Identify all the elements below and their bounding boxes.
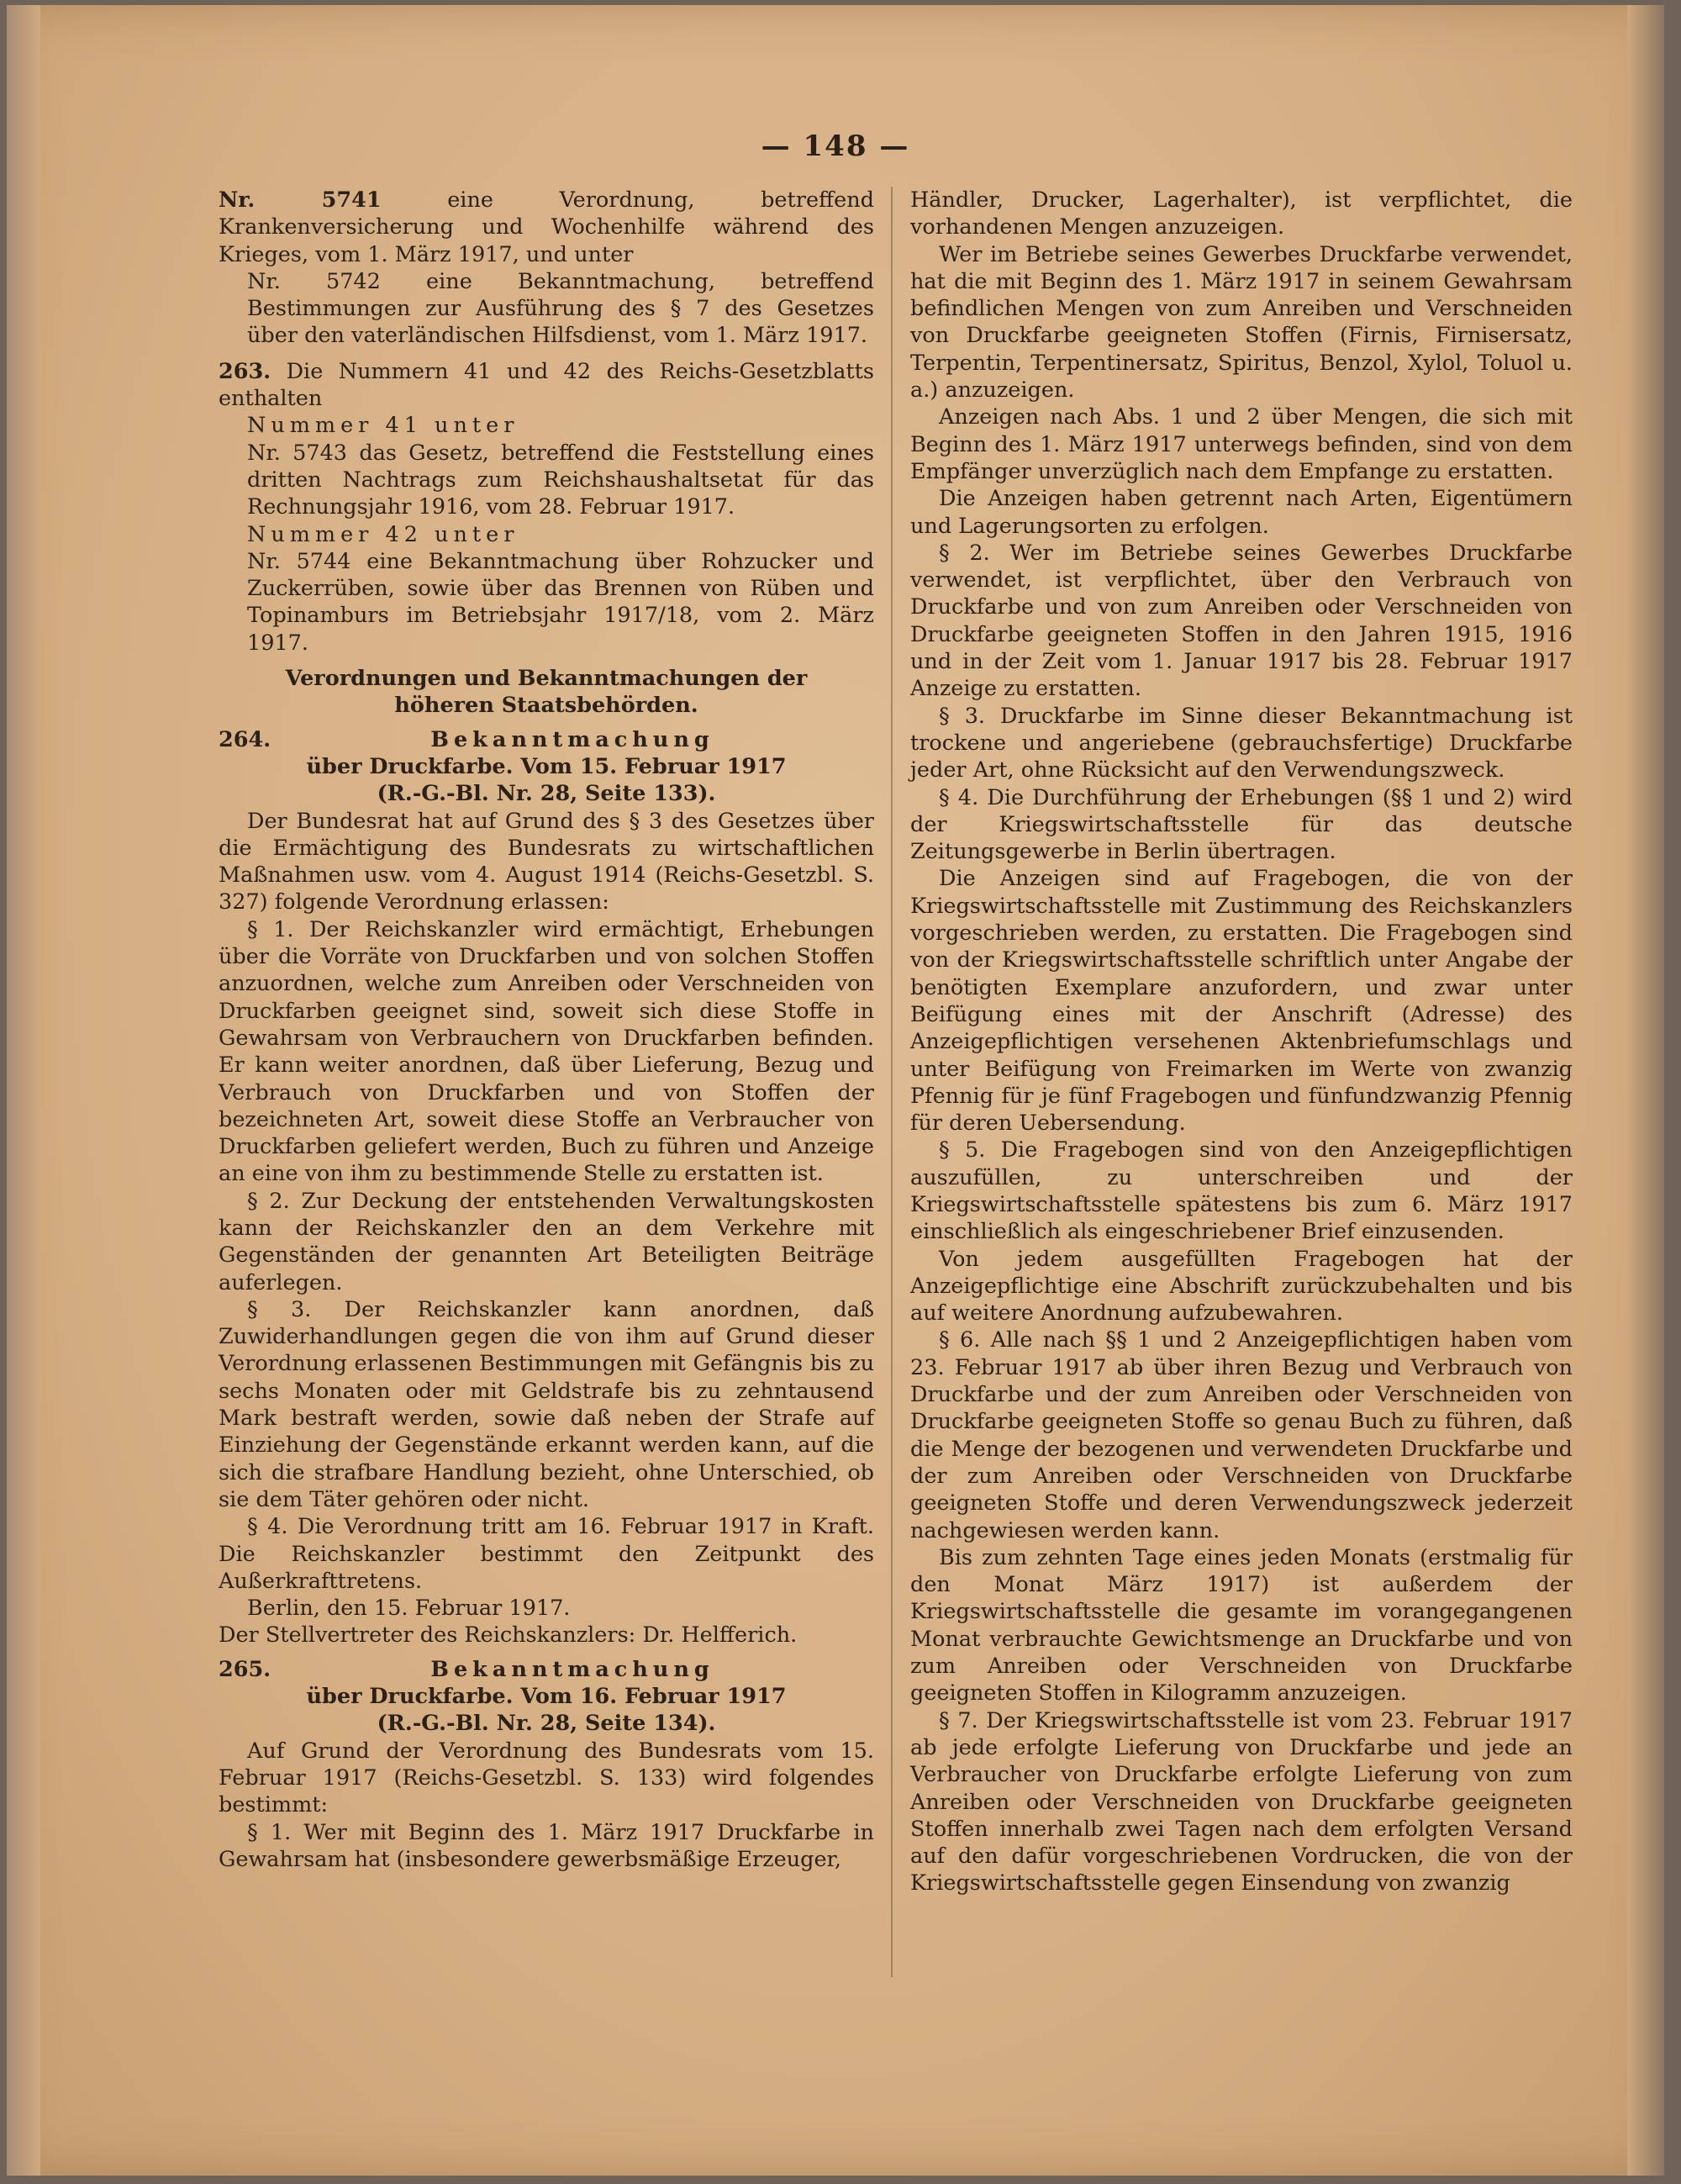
page-number: — 148 — [761, 129, 910, 163]
body-paragraph: § 6. Alle nach §§ 1 und 2 Anzeigepflichtigen haben vom 23. Februar 1917 ab über ihren Bezug und Verbrauch von Druckfarbe und der zum Anreiben oder Verschneiden von Druckfarbe geeigneten Stoffe so genau Buch zu führen, daß die Menge der bezogenen und verwendeten Druckfarbe und der zum Anreiben oder Verschneiden von Druckfarbe geeigneten Stoffe und deren Verwendungszweck jederzeit nachgewiesen werden kann. [910, 1327, 1573, 1543]
body-paragraph: § 3. Der Reichskanzler kann anordnen, daß Zuwiderhandlungen gegen die von ihm auf Grund dieser Verordnung erlassenen Bestimmungen mit Gefängnis bis zu sechs Monaten oder mit Geldstrafe bis zu zehntausend Mark bestraft werden, sowie daß neben der Strafe auf Einziehung der Gegenstände erkannt werden kann, auf die sich die strafbare Handlung bezieht, ohne Unterschied, ob sie dem Täter gehören oder nicht. [219, 1296, 874, 1512]
body-paragraph: Berlin, den 15. Februar 1917. [247, 1596, 571, 1622]
subheading: über Druckfarbe. Vom 15. Februar 1917 [306, 753, 787, 779]
body-paragraph: § 7. Der Kriegswirtschaftsstelle ist vom 23. Februar 1917 ab jede erfolgte Lieferung von Druckfarbe und jede an Verbraucher von Druckfarbe erfolgte Lieferung von zum Anreiben oder Verschneiden von Druckfarbe geeigneten Stoffen innerhalb zwei Tagen nach dem erfolgten Versand auf den dafür vorgeschriebenen Vordrucken, die von der Kriegswirtschaftsstelle gegen Einsendung von zwanzig [910, 1707, 1573, 1896]
body-paragraph: Der Bundesrat hat auf Grund des § 3 des Gesetzes über die Ermächtigung des Bundesrats zu wirtschaftlichen Maßnahmen usw. vom 4. August 1914 (Reichs-Gesetzbl. S. 327) folgende Verordnung erlassen: [219, 808, 874, 915]
body-paragraph: § 5. Die Fragebogen sind von den Anzeigepflichtigen auszufüllen, zu unterschreiben und der Kriegswirtschaftsstelle spätestens bis zum 6. März 1917 einschließlich als eingeschriebener Brief einzusenden. [910, 1137, 1573, 1245]
list-entry: Nr. 5743 das Gesetz, betreffend die Feststellung eines dritten Nachtrags zum Reichshaushaltsetat für das Rechnungsjahr 1916, vom 28. Februar 1917. [247, 440, 874, 520]
body-paragraph: § 4. Die Durchführung der Erhebungen (§§ 1 und 2) wird der Kriegswirtschaftsstelle für das deutsche Zeitungsgewerbe in Berlin übertragen. [910, 784, 1573, 865]
body-paragraph: § 1. Der Reichskanzler wird ermächtigt, Erhebungen über die Vorräte von Druckfarben und von solchen Stoffen anzuordnen, welche zum Anreiben oder Verschneiden von Druckfarben geeignet sind, soweit sich diese Stoffe in Gewahrsam von Verbrauchern von Druckfarben befinden. Er kann weiter anordnen, daß über Lieferung, Bezug und Verbrauch von Druckfarben und von Stoffen der bezeichneten Art, soweit diese Stoffe an Verbraucher von Druckfarben geliefert werden, Buch zu führen und Anzeige an eine von ihm zu bestimmende Stelle zu erstatten ist. [219, 916, 874, 1187]
numbered-paragraph [219, 358, 874, 413]
left-column [219, 187, 874, 1873]
body-paragraph: Anzeigen nach Abs. 1 und 2 über Mengen, die sich mit Beginn des 1. März 1917 unterwegs befinden, sind von dem Empfänger unverzüglich nach dem Empfange zu erstatten. [910, 404, 1573, 484]
section-banner: Verordnungen und Bekanntmachungen der höheren Staatsbehörden. [285, 666, 808, 719]
body-paragraph: Wer im Betriebe seines Gewerbes Druckfarbe verwendet, hat die mit Beginn des 1. März 1917 in seinem Gewahrsam befindlichen Mengen von zum Anreiben und Verschneiden von Druckfarbe geeigneten Stoffen (Firnis, Firnisersatz, Terpentin, Terpentinersatz, Spiritus, Benzol, Xylol, Toluol u. a.) anzuzeigen. [910, 241, 1573, 404]
numbered-paragraph [219, 187, 874, 268]
body-paragraph: Auf Grund der Verordnung des Bundesrats vom 15. Februar 1917 (Reichs-Gesetzbl. S. 133) wird folgendes bestimmt: [219, 1738, 874, 1818]
item-number: Nr. 5741 [219, 187, 382, 213]
section-heading [219, 1656, 874, 1683]
body-paragraph: § 4. Die Verordnung tritt am 16. Februar 1917 in Kraft. Die Reichskanzler bestimmt den Zeitpunkt des Außerkrafttretens. [219, 1514, 874, 1594]
issue-label: Nummer 41 unter [247, 413, 519, 439]
section-heading [219, 726, 874, 753]
body-paragraph: § 2. Wer im Betriebe seines Gewerbes Druckfarbe verwendet, ist verpflichtet, über den Verbrauch von Druckfarbe und von zum Anreiben oder Verschneiden von Druckfarbe geeigneten Stoffen in den Jahren 1915, 1916 und in der Zeit vom 1. Januar 1917 bis 28. Februar 1917 Anzeige zu erstatten. [910, 540, 1573, 702]
page-right-edge [1627, 5, 1664, 2176]
list-entry: Nr. 5742 eine Bekanntmachung, betreffend Bestimmungen zur Ausführung des § 7 des Gesetzes über den vaterländischen Hilfsdienst, vom 1. März 1917. [247, 268, 874, 349]
paragraph-text: eine Verordnung, betreffend Krankenversicherung und Wochenhilfe während des Krieges, vom 1. März 1917, und unter [219, 187, 874, 267]
subheading: (R.-G.-Bl. Nr. 28, Seite 134). [377, 1711, 716, 1737]
right-column [910, 187, 1573, 1897]
body-paragraph: § 3. Druckfarbe im Sinne dieser Bekanntmachung ist trockene und angeriebene (gebrauchsfertige) Druckfarbe jeder Art, ohne Rücksicht auf den Verwendungszweck. [910, 703, 1573, 783]
column-divider [891, 187, 893, 1977]
section-title: Bekanntmachung [430, 726, 714, 752]
list-entry: Nr. 5744 eine Bekanntmachung über Rohzucker und Zuckerrüben, sowie über das Brennen von Rüben und Topinamburs im Betriebsjahr 1917/18, vom 2. März 1917. [247, 548, 874, 656]
issue-label: Nummer 42 unter [247, 521, 519, 547]
item-number: 263. [219, 358, 271, 384]
body-paragraph: Die Anzeigen haben getrennt nach Arten, Eigentümern und Lagerungsorten zu erfolgen. [910, 486, 1573, 539]
body-paragraph: Die Anzeigen sind auf Fragebogen, die von der Kriegswirtschaftsstelle mit Zustimmung des Reichskanzlers vorgeschrieben werden, zu erstatten. Die Fragebogen sind von der Kriegswirtschaftsstelle schriftlich unter Angabe der benötigten Exemplare anzufordern, und zwar unter Beifügung eines mit der Anschrift (Adresse) des Anzeigepflichtigen versehenen Aktenbriefumschlags und unter Beifügung von Freimarken im Werte von zwanzig Pfennig für je fünf Fragebogen und fünfundzwanzig Pfennig für deren Uebersendung. [910, 866, 1573, 1137]
page-left-edge [7, 5, 40, 2176]
paragraph-text: Die Nummern 41 und 42 des Reichs-Gesetzblatts enthalten [219, 358, 874, 412]
section-number: 264. [219, 726, 271, 752]
body-paragraph: § 2. Zur Deckung der entstehenden Verwaltungskosten kann der Reichskanzler den an dem Verkehre mit Gegenständen der genannten Art Beteiligten Beiträge auferlegen. [219, 1188, 874, 1295]
body-paragraph: Bis zum zehnten Tage eines jeden Monats (erstmalig für den Monat März 1917) ist außerdem der Kriegswirtschaftsstelle die gesamte im vorangegangenen Monat verbrauchte Gewichtsmenge an Druckfarbe und von zum Anreiben oder Verschneiden von Druckfarbe geeigneten Stoffen in Kilogramm anzuzeigen. [910, 1544, 1573, 1707]
subheading: (R.-G.-Bl. Nr. 28, Seite 133). [377, 781, 716, 807]
section-number: 265. [219, 1656, 271, 1682]
body-paragraph: § 1. Wer mit Beginn des 1. März 1917 Druckfarbe in Gewahrsam hat (insbesondere gewerbsmäßige Erzeuger, [219, 1819, 874, 1872]
scanned-page [7, 5, 1664, 2176]
plain-paragraph: Händler, Drucker, Lagerhalter), ist verpflichtet, die vorhandenen Mengen anzuzeigen. [910, 187, 1573, 240]
plain-paragraph: Der Stellvertreter des Reichskanzlers: Dr. Helfferich. [219, 1622, 798, 1649]
subheading: über Druckfarbe. Vom 16. Februar 1917 [306, 1684, 787, 1710]
section-title: Bekanntmachung [430, 1656, 714, 1682]
body-paragraph: Von jedem ausgefüllten Fragebogen hat der Anzeigepflichtige eine Abschrift zurückzubehalten und bis auf weitere Anordnung aufzubewahren. [910, 1246, 1573, 1327]
